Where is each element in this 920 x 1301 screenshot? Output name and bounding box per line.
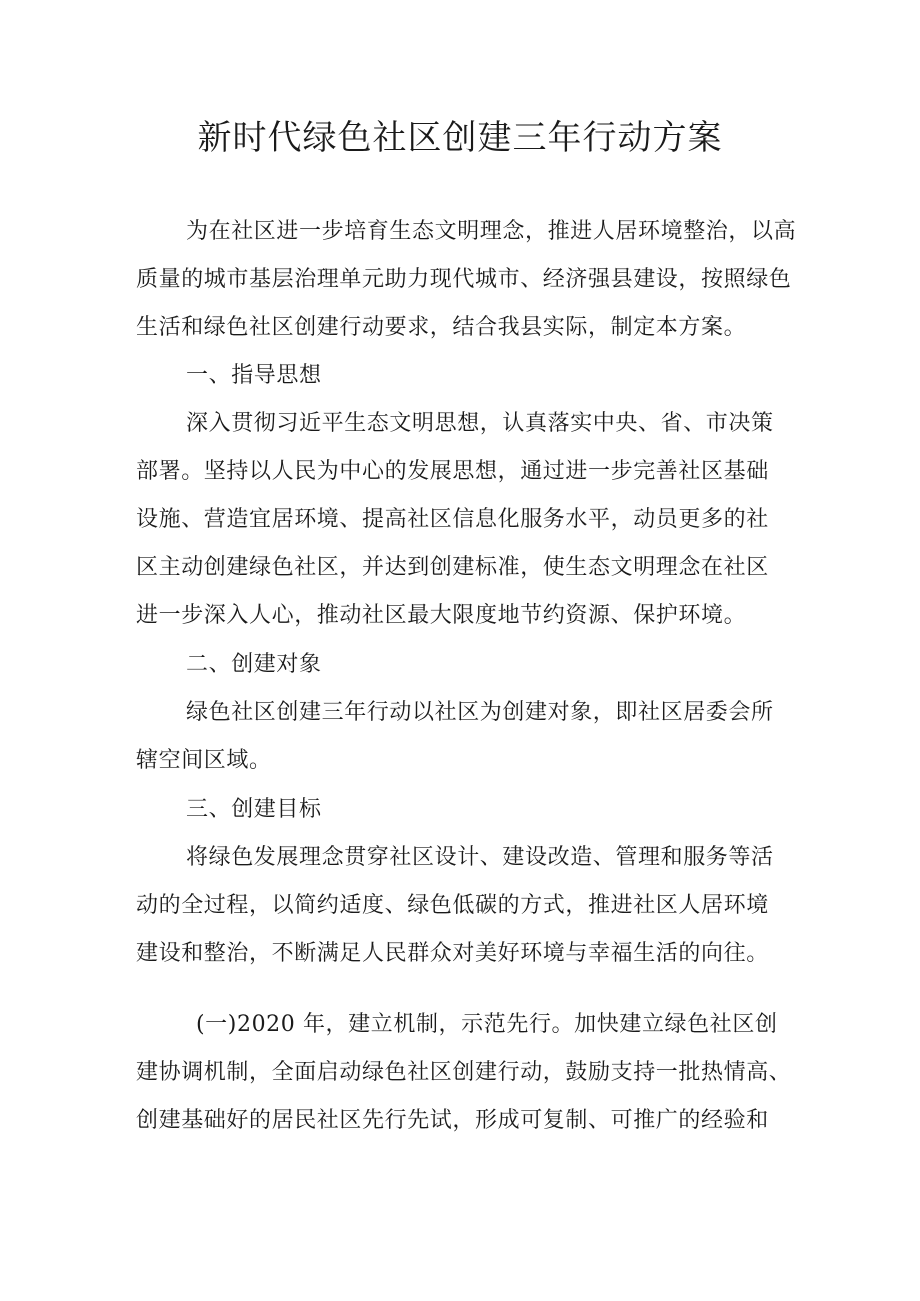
paragraph-line: 为在社区进一步培育生态文明理念，推进人居环境整治，以高	[186, 219, 797, 244]
paragraph-line: 部署。坚持以人民为中心的发展思想，通过进一步完善社区基础	[136, 459, 769, 484]
document-title: 新时代绿色社区创建三年行动方案	[197, 118, 723, 158]
section-heading: 二、创建对象	[186, 652, 322, 677]
paragraph-line: 质量的城市基层治理单元助力现代城市、经济强县建设，按照绿色	[136, 267, 792, 292]
paragraph-line: 进一步深入人心，推动社区最大限度地节约资源、保护环境。	[136, 603, 747, 628]
paragraph-line: 深入贯彻习近平生态文明思想，认真落实中央、省、市决策	[186, 411, 774, 436]
paragraph-line: 动的全过程，以简约适度、绿色低碳的方式，推进社区人居环境	[136, 893, 769, 918]
paragraph-line: 建协调机制，全面启动绿色社区创建行动，鼓励支持一批热情高、	[136, 1060, 792, 1085]
paragraph-line: 将绿色发展理念贯穿社区设计、建设改造、管理和服务等活	[186, 845, 774, 870]
paragraph-line: 辖空间区域。	[136, 748, 272, 773]
paragraph-line: 生活和绿色社区创建行动要求，结合我县实际，制定本方案。	[136, 315, 747, 340]
paragraph-line: 创建基础好的居民社区先行先试，形成可复制、可推广的经验和	[136, 1108, 769, 1133]
paragraph-line: 设施、营造宜居环境、提高社区信息化服务水平，动员更多的社	[136, 507, 769, 532]
paragraph-line: 绿色社区创建三年行动以社区为创建对象，即社区居委会所	[186, 700, 774, 725]
section-heading: 一、指导思想	[186, 363, 322, 388]
section-heading: 三、创建目标	[186, 797, 322, 822]
paragraph-line: (一)2020 年，建立机制，示范先行。加快建立绿色社区创	[196, 1012, 778, 1037]
paragraph-line: 建设和整治，不断满足人民群众对美好环境与幸福生活的向往。	[136, 941, 769, 966]
paragraph-line: 区主动创建绿色社区，并达到创建标准，使生态文明理念在社区	[136, 555, 769, 580]
